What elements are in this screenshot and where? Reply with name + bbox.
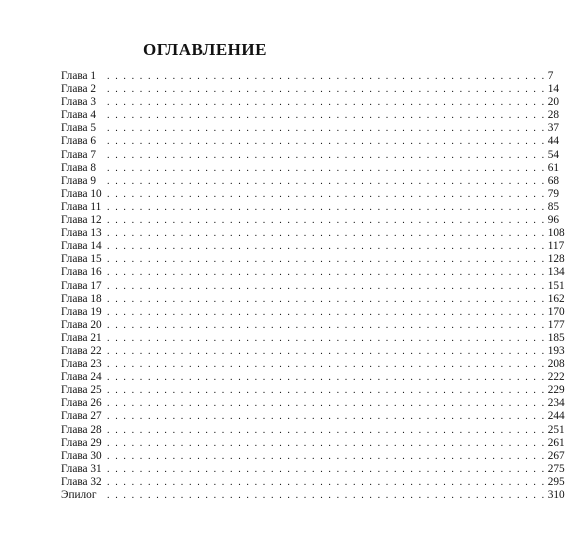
toc-entry[interactable] xyxy=(61,240,565,253)
toc-entry[interactable] xyxy=(61,371,565,384)
toc-entry[interactable] xyxy=(61,397,565,410)
toc-entry-page-number: 267 xyxy=(547,449,565,462)
toc-entry-page-number: 44 xyxy=(547,135,559,148)
toc-entry[interactable] xyxy=(61,200,559,214)
toc-entry-label: Глава 28 xyxy=(61,423,102,436)
toc-entry-page-number: 310 xyxy=(547,489,565,501)
toc-entry-page-number: 68 xyxy=(547,174,559,187)
toc-entry-label: Глава 10 xyxy=(61,187,102,200)
toc-entry[interactable] xyxy=(61,384,565,397)
toc-entry-label: Эпилог xyxy=(61,489,97,501)
toc-entry-page-number: 234 xyxy=(547,397,565,410)
toc-entry-label: Глава 1 xyxy=(61,70,97,82)
toc-entry-label: Глава 17 xyxy=(61,279,102,292)
toc-dot-leader: . . . . . . . . . . . . . . . . . . . . . . . . . . . . . . . . . . . . . . . . . . . . . . . . . . . . . . xyxy=(107,175,546,187)
toc-dot-leader: . . . . . . . . . . . . . . . . . . . . . . . . . . . . . . . . . . . . . . . . . . . . . . . . . . . . . . xyxy=(107,267,546,279)
toc-dot-leader: . . . . . . . . . . . . . . . . . . . . . . . . . . . . . . . . . . . . . . . . . . . . . . . . . . . . . . xyxy=(107,424,546,436)
toc-entry-page-number: 117 xyxy=(547,240,565,253)
toc-entry-label: Глава 15 xyxy=(61,253,102,266)
toc-entry[interactable] xyxy=(61,266,565,279)
toc-entry[interactable] xyxy=(61,279,565,293)
toc-dot-leader: . . . . . . . . . . . . . . . . . . . . . . . . . . . . . . . . . . . . . . . . . . . . . . . . . . . . . . xyxy=(107,372,546,384)
toc-dot-leader: . . . . . . . . . . . . . . . . . . . . . . . . . . . . . . . . . . . . . . . . . . . . . . . . . . . . . . xyxy=(107,84,546,96)
toc-entry[interactable] xyxy=(61,83,559,96)
toc-dot-leader: . . . . . . . . . . . . . . . . . . . . . . . . . . . . . . . . . . . . . . . . . . . . . . . . . . . . . . xyxy=(107,136,546,148)
toc-dot-leader: . . . . . . . . . . . . . . . . . . . . . . . . . . . . . . . . . . . . . . . . . . . . . . . . . . . . . . xyxy=(107,411,546,423)
toc-entry[interactable] xyxy=(61,489,565,502)
toc-dot-leader: . . . . . . . . . . . . . . . . . . . . . . . . . . . . . . . . . . . . . . . . . . . . . . . . . . . . . . xyxy=(107,398,546,410)
toc-entry[interactable] xyxy=(61,331,565,345)
toc-dot-leader: . . . . . . . . . . . . . . . . . . . . . . . . . . . . . . . . . . . . . . . . . . . . . . . . . . . . . . xyxy=(107,476,546,488)
toc-entry-page-number: 151 xyxy=(547,279,565,292)
toc-entry-page-number: 229 xyxy=(547,384,565,397)
toc-dot-leader: . . . . . . . . . . . . . . . . . . . . . . . . . . . . . . . . . . . . . . . . . . . . . . . . . . . . . . xyxy=(107,463,546,475)
toc-entry-label: Глава 16 xyxy=(61,266,102,279)
toc-entry[interactable] xyxy=(61,96,559,109)
toc-entry-page-number: 85 xyxy=(547,200,559,213)
toc-entry[interactable] xyxy=(61,148,559,162)
toc-dot-leader: . . . . . . . . . . . . . . . . . . . . . . . . . . . . . . . . . . . . . . . . . . . . . . . . . . . . . . xyxy=(107,293,546,305)
toc-entry-page-number: 244 xyxy=(547,410,565,423)
toc-dot-leader: . . . . . . . . . . . . . . . . . . . . . . . . . . . . . . . . . . . . . . . . . . . . . . . . . . . . . . xyxy=(107,201,546,213)
toc-entry[interactable] xyxy=(61,344,565,358)
toc-entry[interactable] xyxy=(61,214,559,227)
toc-entry-page-number: 170 xyxy=(547,305,565,318)
toc-entry[interactable] xyxy=(61,305,565,319)
toc-dot-leader: . . . . . . . . . . . . . . . . . . . . . . . . . . . . . . . . . . . . . . . . . . . . . . . . . . . . . . xyxy=(107,162,546,174)
toc-entry-page-number: 96 xyxy=(547,214,559,227)
toc-dot-leader: . . . . . . . . . . . . . . . . . . . . . . . . . . . . . . . . . . . . . . . . . . . . . . . . . . . . . . xyxy=(107,490,546,501)
toc-entry-label: Глава 32 xyxy=(61,475,102,488)
toc-entry-page-number: 251 xyxy=(547,423,565,436)
toc-entry[interactable] xyxy=(61,410,565,423)
toc-entry[interactable] xyxy=(61,70,554,83)
toc-entry[interactable] xyxy=(61,253,565,266)
toc-entry[interactable] xyxy=(61,436,565,450)
toc-entry-label: Глава 23 xyxy=(61,358,102,371)
toc-entry-label: Глава 12 xyxy=(61,214,102,227)
toc-entry-page-number: 61 xyxy=(547,161,559,174)
toc-entry-page-number: 54 xyxy=(547,148,559,161)
toc-entry-page-number: 208 xyxy=(547,358,565,371)
toc-dot-leader: . . . . . . . . . . . . . . . . . . . . . . . . . . . . . . . . . . . . . . . . . . . . . . . . . . . . . . xyxy=(107,437,546,449)
toc-dot-leader: . . . . . . . . . . . . . . . . . . . . . . . . . . . . . . . . . . . . . . . . . . . . . . . . . . . . . . xyxy=(107,254,546,266)
toc-dot-leader: . . . . . . . . . . . . . . . . . . . . . . . . . . . . . . . . . . . . . . . . . . . . . . . . . . . . . . xyxy=(107,188,546,200)
toc-dot-leader: . . . . . . . . . . . . . . . . . . . . . . . . . . . . . . . . . . . . . . . . . . . . . . . . . . . . . . xyxy=(107,306,546,318)
toc-entry-page-number: 14 xyxy=(547,83,559,96)
toc-entry-label: Глава 9 xyxy=(61,174,97,187)
toc-dot-leader: . . . . . . . . . . . . . . . . . . . . . . . . . . . . . . . . . . . . . . . . . . . . . . . . . . . . . . xyxy=(107,149,546,161)
toc-dot-leader: . . . . . . . . . . . . . . . . . . . . . . . . . . . . . . . . . . . . . . . . . . . . . . . . . . . . . . xyxy=(107,228,546,240)
toc-entry-label: Глава 19 xyxy=(61,305,102,318)
toc-entry[interactable] xyxy=(61,462,565,476)
toc-entry-page-number: 37 xyxy=(547,122,559,135)
toc-entry-label: Глава 21 xyxy=(61,331,102,344)
toc-dot-leader: . . . . . . . . . . . . . . . . . . . . . . . . . . . . . . . . . . . . . . . . . . . . . . . . . . . . . . xyxy=(107,71,546,82)
toc-entry-label: Глава 5 xyxy=(61,122,97,135)
toc-dot-leader: . . . . . . . . . . . . . . . . . . . . . . . . . . . . . . . . . . . . . . . . . . . . . . . . . . . . . . xyxy=(107,332,546,344)
toc-entry-label: Глава 30 xyxy=(61,449,102,462)
toc-entry[interactable] xyxy=(61,449,565,463)
toc-entry-label: Глава 14 xyxy=(61,240,102,253)
toc-entry-label: Глава 7 xyxy=(61,148,97,161)
toc-entry-page-number: 128 xyxy=(547,253,565,266)
toc-entry-label: Глава 29 xyxy=(61,436,102,449)
toc-entry-label: Глава 20 xyxy=(61,318,102,331)
toc-list xyxy=(61,70,565,502)
toc-entry-page-number: 79 xyxy=(547,187,559,200)
toc-dot-leader: . . . . . . . . . . . . . . . . . . . . . . . . . . . . . . . . . . . . . . . . . . . . . . . . . . . . . . xyxy=(107,359,546,371)
toc-entry-label: Глава 11 xyxy=(61,200,102,213)
toc-entry-label: Глава 2 xyxy=(61,83,97,96)
toc-entry-label: Глава 22 xyxy=(61,344,102,357)
toc-entry-label: Глава 31 xyxy=(61,462,102,475)
toc-entry[interactable] xyxy=(61,161,559,175)
toc-entry-label: Глава 25 xyxy=(61,384,102,397)
toc-entry[interactable] xyxy=(61,227,565,240)
toc-dot-leader: . . . . . . . . . . . . . . . . . . . . . . . . . . . . . . . . . . . . . . . . . . . . . . . . . . . . . . xyxy=(107,123,546,135)
toc-dot-leader: . . . . . . . . . . . . . . . . . . . . . . . . . . . . . . . . . . . . . . . . . . . . . . . . . . . . . . xyxy=(107,280,546,292)
toc-entry[interactable] xyxy=(61,475,565,489)
toc-entry-label: Глава 24 xyxy=(61,371,102,384)
toc-entry-label: Глава 3 xyxy=(61,96,97,109)
toc-entry[interactable] xyxy=(61,187,559,201)
toc-entry[interactable] xyxy=(61,423,565,437)
toc-entry-page-number: 20 xyxy=(547,96,559,109)
toc-entry-label: Глава 4 xyxy=(61,109,97,122)
toc-entry[interactable] xyxy=(61,122,559,135)
toc-entry-page-number: 275 xyxy=(547,462,565,475)
toc-entry-page-number: 222 xyxy=(547,371,565,384)
toc-dot-leader: . . . . . . . . . . . . . . . . . . . . . . . . . . . . . . . . . . . . . . . . . . . . . . . . . . . . . . xyxy=(107,110,546,122)
page-title: ОГЛАВЛЕНИЕ xyxy=(143,40,267,59)
toc-entry-page-number: 177 xyxy=(547,318,565,331)
toc-dot-leader: . . . . . . . . . . . . . . . . . . . . . . . . . . . . . . . . . . . . . . . . . . . . . . . . . . . . . . xyxy=(107,215,546,227)
toc-entry-label: Глава 18 xyxy=(61,292,102,305)
toc-entry[interactable] xyxy=(61,174,559,188)
toc-entry-page-number: 134 xyxy=(547,266,565,279)
toc-entry[interactable] xyxy=(61,135,559,148)
toc-dot-leader: . . . . . . . . . . . . . . . . . . . . . . . . . . . . . . . . . . . . . . . . . . . . . . . . . . . . . . xyxy=(107,345,546,357)
toc-dot-leader: . . . . . . . . . . . . . . . . . . . . . . . . . . . . . . . . . . . . . . . . . . . . . . . . . . . . . . xyxy=(107,450,546,462)
toc-entry-page-number: 108 xyxy=(547,227,565,240)
toc-entry[interactable] xyxy=(61,292,565,306)
toc-entry[interactable] xyxy=(61,109,559,122)
toc-entry-page-number: 295 xyxy=(547,475,565,488)
toc-entry-page-number: 193 xyxy=(547,344,565,357)
toc-entry[interactable] xyxy=(61,358,565,371)
toc-entry-page-number: 261 xyxy=(547,436,565,449)
toc-entry-label: Глава 6 xyxy=(61,135,97,148)
toc-dot-leader: . . . . . . . . . . . . . . . . . . . . . . . . . . . . . . . . . . . . . . . . . . . . . . . . . . . . . . xyxy=(107,385,546,397)
toc-dot-leader: . . . . . . . . . . . . . . . . . . . . . . . . . . . . . . . . . . . . . . . . . . . . . . . . . . . . . . xyxy=(107,319,546,331)
toc-entry-label: Глава 26 xyxy=(61,397,102,410)
toc-entry-page-number: 7 xyxy=(547,70,554,82)
toc-entry-label: Глава 13 xyxy=(61,227,102,240)
toc-entry-page-number: 185 xyxy=(547,331,565,344)
toc-dot-leader: . . . . . . . . . . . . . . . . . . . . . . . . . . . . . . . . . . . . . . . . . . . . . . . . . . . . . . xyxy=(107,97,546,109)
toc-entry-label: Глава 8 xyxy=(61,161,97,174)
toc-entry[interactable] xyxy=(61,318,565,332)
toc-entry-page-number: 162 xyxy=(547,292,565,305)
toc-entry-page-number: 28 xyxy=(547,109,559,122)
toc-dot-leader: . . . . . . . . . . . . . . . . . . . . . . . . . . . . . . . . . . . . . . . . . . . . . . . . . . . . . . xyxy=(107,241,546,253)
toc-entry-label: Глава 27 xyxy=(61,410,102,423)
